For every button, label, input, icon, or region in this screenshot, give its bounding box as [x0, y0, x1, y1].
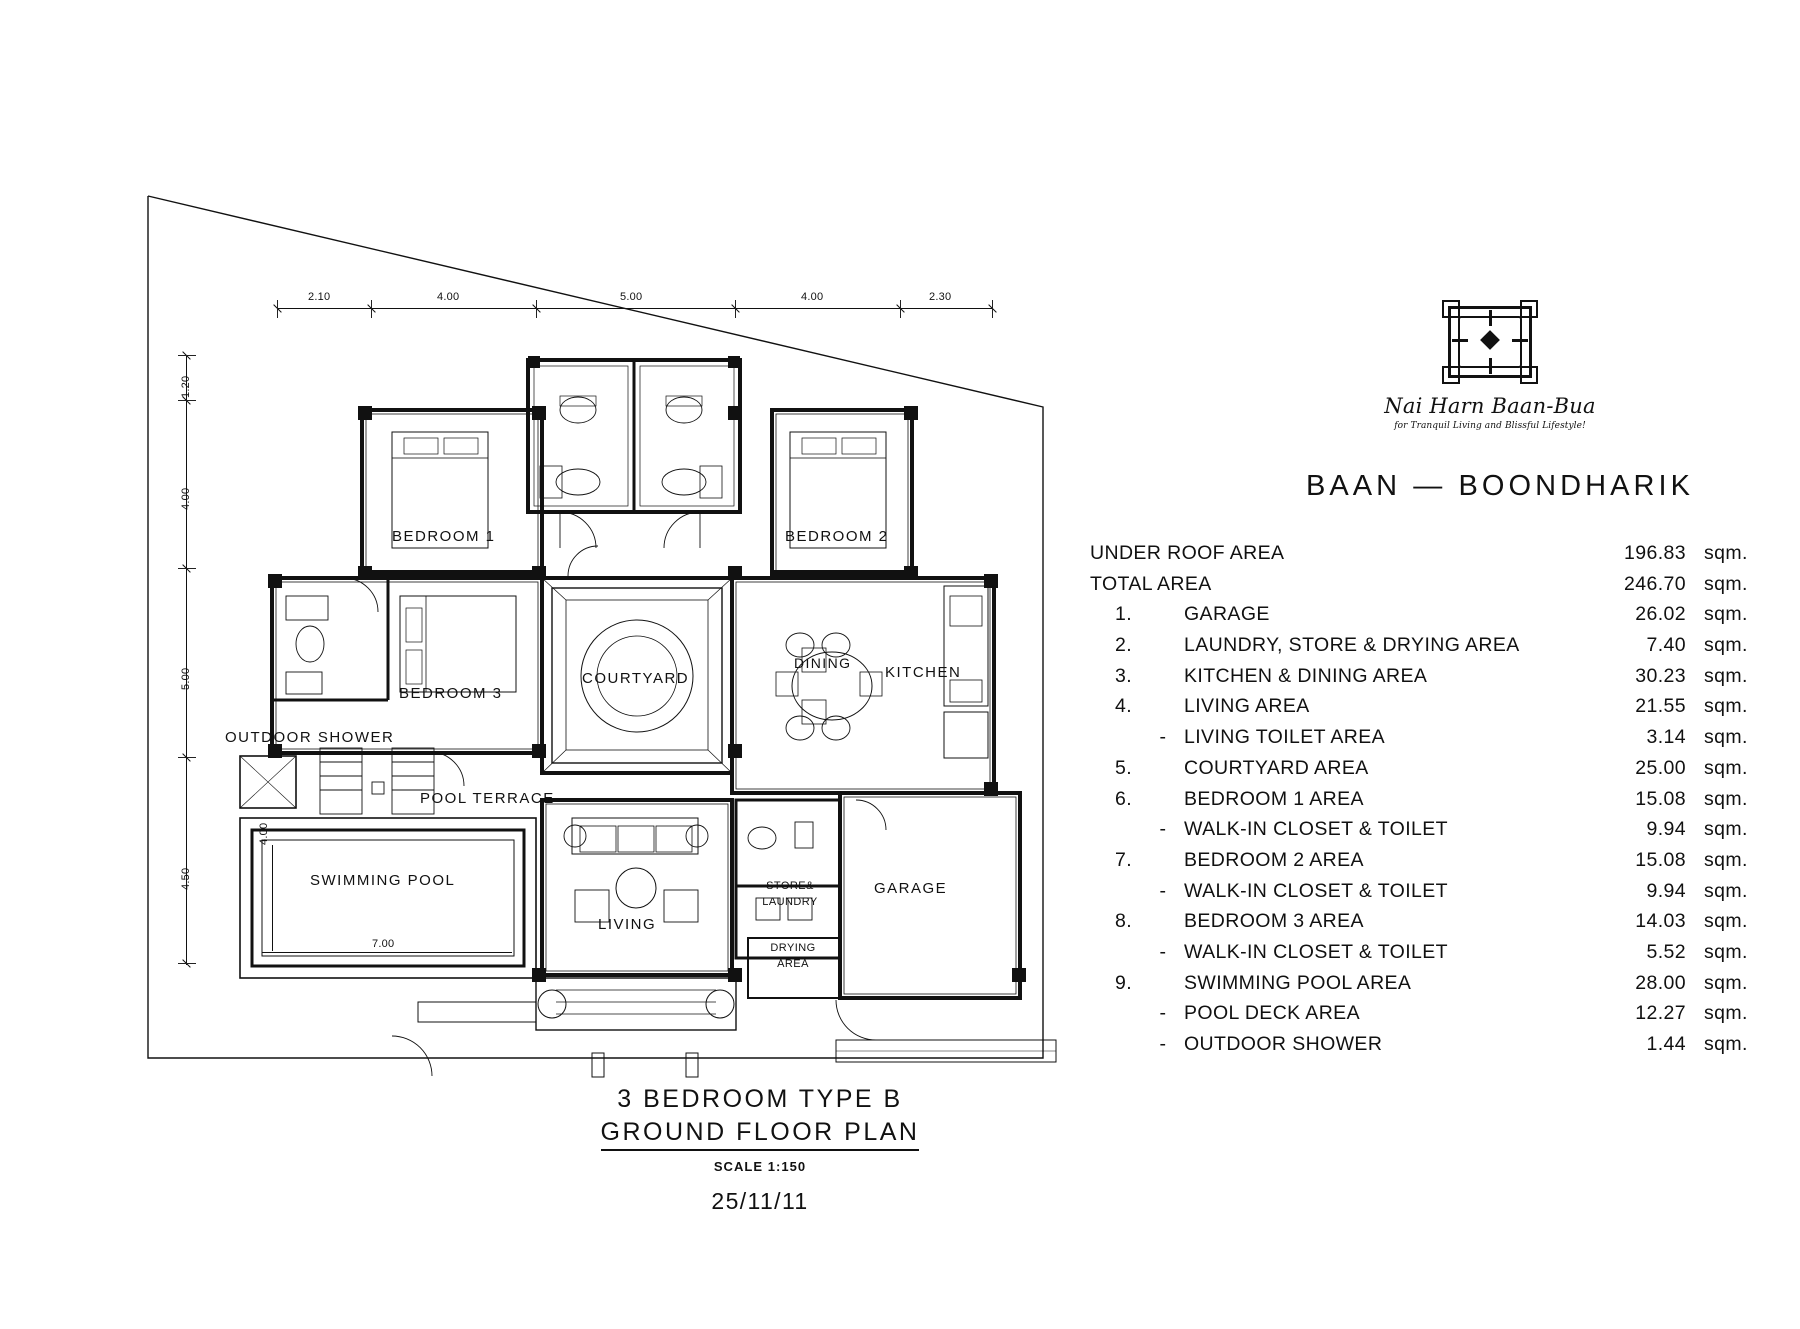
area-row-number: 6.	[1114, 787, 1132, 810]
area-row-value: 15.08	[1635, 787, 1686, 810]
area-schedule-row	[1090, 603, 1770, 634]
room-label-pool-terrace: POOL TERRACE	[420, 790, 555, 807]
room-label-living: LIVING	[598, 916, 657, 933]
room-label-garage: GARAGE	[874, 880, 948, 897]
area-row-value: 196.83	[1624, 542, 1686, 564]
area-row-label: COURTYARD AREA	[1184, 756, 1369, 779]
room-label-swimming-pool: SWIMMING POOL	[310, 872, 456, 889]
area-schedule	[1090, 542, 1770, 1064]
room-label-courtyard: COURTYARD	[582, 670, 690, 687]
plan-caption-line2: GROUND FLOOR PLAN	[601, 1118, 920, 1151]
dim-left-3: 5.00	[180, 667, 192, 690]
room-label-drying-2: AREA	[777, 958, 809, 970]
area-schedule-row	[1090, 849, 1770, 880]
area-row-label: LIVING TOILET AREA	[1184, 726, 1386, 749]
project-title: BAAN — BOONDHARIK	[1305, 470, 1695, 502]
room-label-outdoor-shower: OUTDOOR SHOWER	[225, 729, 395, 746]
area-row-label: OUTDOOR SHOWER	[1184, 1033, 1383, 1055]
area-row-unit: sqm.	[1704, 542, 1748, 564]
dim-top-1: 2.10	[308, 291, 331, 303]
area-schedule-row	[1090, 1002, 1770, 1033]
area-row-label: BEDROOM 3 AREA	[1184, 910, 1364, 933]
area-row-value: 21.55	[1635, 695, 1686, 718]
area-row-number: 2.	[1114, 634, 1132, 657]
room-label-kitchen: KITCHEN	[885, 664, 962, 681]
area-row-label: WALK-IN CLOSET & TOILET	[1184, 818, 1448, 841]
plan-date: 25/11/11	[711, 1188, 809, 1214]
dim-pool-depth: 4.00	[258, 822, 270, 845]
area-schedule-row	[1090, 573, 1770, 604]
area-row-dash: -	[1159, 1002, 1167, 1025]
dim-left-1: 1.20	[180, 375, 192, 398]
area-row-unit: sqm.	[1704, 787, 1748, 810]
area-row-unit: sqm.	[1704, 603, 1748, 626]
area-row-dash: -	[1159, 1033, 1167, 1055]
area-schedule-row	[1090, 941, 1770, 972]
area-row-label: LAUNDRY, STORE & DRYING AREA	[1184, 634, 1520, 657]
area-row-label: POOL DECK AREA	[1184, 1002, 1360, 1025]
dim-top-3: 5.00	[620, 291, 643, 303]
area-row-value: 9.94	[1646, 818, 1686, 841]
area-row-value: 3.14	[1646, 726, 1686, 749]
area-row-unit: sqm.	[1704, 1033, 1748, 1055]
area-row-unit: sqm.	[1704, 756, 1748, 779]
area-row-label: KITCHEN & DINING AREA	[1184, 664, 1428, 687]
area-row-value: 246.70	[1624, 572, 1686, 595]
area-row-value: 15.08	[1635, 848, 1686, 871]
area-row-unit: sqm.	[1704, 664, 1748, 687]
room-label-dining: DINING	[794, 655, 852, 671]
area-row-number: 8.	[1114, 910, 1132, 933]
area-row-label: WALK-IN CLOSET & TOILET	[1184, 940, 1448, 963]
room-label-bedroom3: BEDROOM 3	[399, 685, 503, 702]
area-row-unit: sqm.	[1704, 848, 1748, 871]
area-schedule-row	[1090, 972, 1770, 1003]
area-row-unit: sqm.	[1704, 971, 1748, 994]
area-row-unit: sqm.	[1704, 726, 1748, 749]
area-schedule-row	[1090, 695, 1770, 726]
area-row-unit: sqm.	[1704, 634, 1748, 657]
area-row-unit: sqm.	[1704, 695, 1748, 718]
area-row-number: 3.	[1114, 664, 1132, 687]
area-row-unit: sqm.	[1704, 1002, 1748, 1025]
area-row-label: GARAGE	[1184, 603, 1270, 626]
area-row-label: BEDROOM 2 AREA	[1184, 848, 1364, 871]
area-row-number: 7.	[1114, 848, 1132, 871]
area-schedule-row	[1090, 757, 1770, 788]
area-schedule-row	[1090, 818, 1770, 849]
area-schedule-row	[1090, 1033, 1770, 1064]
area-row-label: TOTAL AREA	[1090, 572, 1212, 595]
area-row-number: 9.	[1114, 971, 1132, 994]
area-schedule-row	[1090, 634, 1770, 665]
area-row-dash: -	[1159, 879, 1167, 902]
plan-scale: SCALE 1:150	[713, 1159, 807, 1174]
dim-left-2: 4.00	[180, 487, 192, 510]
room-label-drying-1: DRYING	[770, 942, 816, 954]
area-schedule-row	[1090, 726, 1770, 757]
logo-block	[1340, 300, 1640, 431]
plan-caption	[480, 1085, 1040, 1215]
area-row-label: BEDROOM 1 AREA	[1184, 787, 1364, 810]
area-row-value: 26.02	[1635, 603, 1686, 626]
area-row-dash: -	[1159, 940, 1167, 963]
logo-tagline: for Tranquil Living and Blissful Lifestyle!	[1394, 421, 1586, 431]
area-schedule-row	[1090, 788, 1770, 819]
area-row-dash: -	[1159, 726, 1167, 749]
area-row-value: 9.94	[1646, 879, 1686, 902]
area-schedule-row	[1090, 880, 1770, 911]
area-schedule-row	[1090, 665, 1770, 696]
room-label-store-laundry-2: LAUNDRY	[762, 896, 818, 908]
area-row-label: SWIMMING POOL AREA	[1184, 971, 1412, 994]
area-row-unit: sqm.	[1704, 910, 1748, 933]
area-schedule-row	[1090, 542, 1770, 573]
room-label-bedroom1: BEDROOM 1	[392, 528, 496, 545]
area-row-value: 14.03	[1635, 910, 1686, 933]
area-row-value: 1.44	[1646, 1033, 1686, 1055]
area-row-value: 25.00	[1635, 756, 1686, 779]
area-row-unit: sqm.	[1704, 879, 1748, 902]
dim-top-4: 4.00	[801, 291, 824, 303]
area-row-value: 30.23	[1635, 664, 1686, 687]
area-row-number: 1.	[1114, 603, 1132, 626]
area-row-value: 28.00	[1635, 971, 1686, 994]
area-row-number: 4.	[1114, 695, 1132, 718]
logo-name: Nai Harn Baan-Bua	[1384, 394, 1596, 418]
area-row-dash: -	[1159, 818, 1167, 841]
area-row-unit: sqm.	[1704, 940, 1748, 963]
area-row-unit: sqm.	[1704, 818, 1748, 841]
dim-top-2: 4.00	[437, 291, 460, 303]
baan-bua-logo-icon	[1442, 300, 1538, 388]
area-row-number: 5.	[1114, 756, 1132, 779]
dim-top-5: 2.30	[929, 291, 952, 303]
area-row-value: 5.52	[1646, 940, 1686, 963]
dim-pool-width: 7.00	[372, 938, 395, 950]
room-label-store-laundry-1: STORE&	[766, 880, 814, 892]
plan-caption-line1: 3 BEDROOM TYPE B	[617, 1085, 903, 1113]
area-row-label: LIVING AREA	[1184, 695, 1310, 718]
area-row-value: 7.40	[1646, 634, 1686, 657]
area-row-value: 12.27	[1635, 1002, 1686, 1025]
area-row-label: UNDER ROOF AREA	[1090, 542, 1285, 564]
area-schedule-row	[1090, 910, 1770, 941]
room-label-bedroom2: BEDROOM 2	[785, 528, 889, 545]
area-row-label: WALK-IN CLOSET & TOILET	[1184, 879, 1448, 902]
area-row-unit: sqm.	[1704, 572, 1748, 595]
dim-left-4: 4.50	[180, 867, 192, 890]
